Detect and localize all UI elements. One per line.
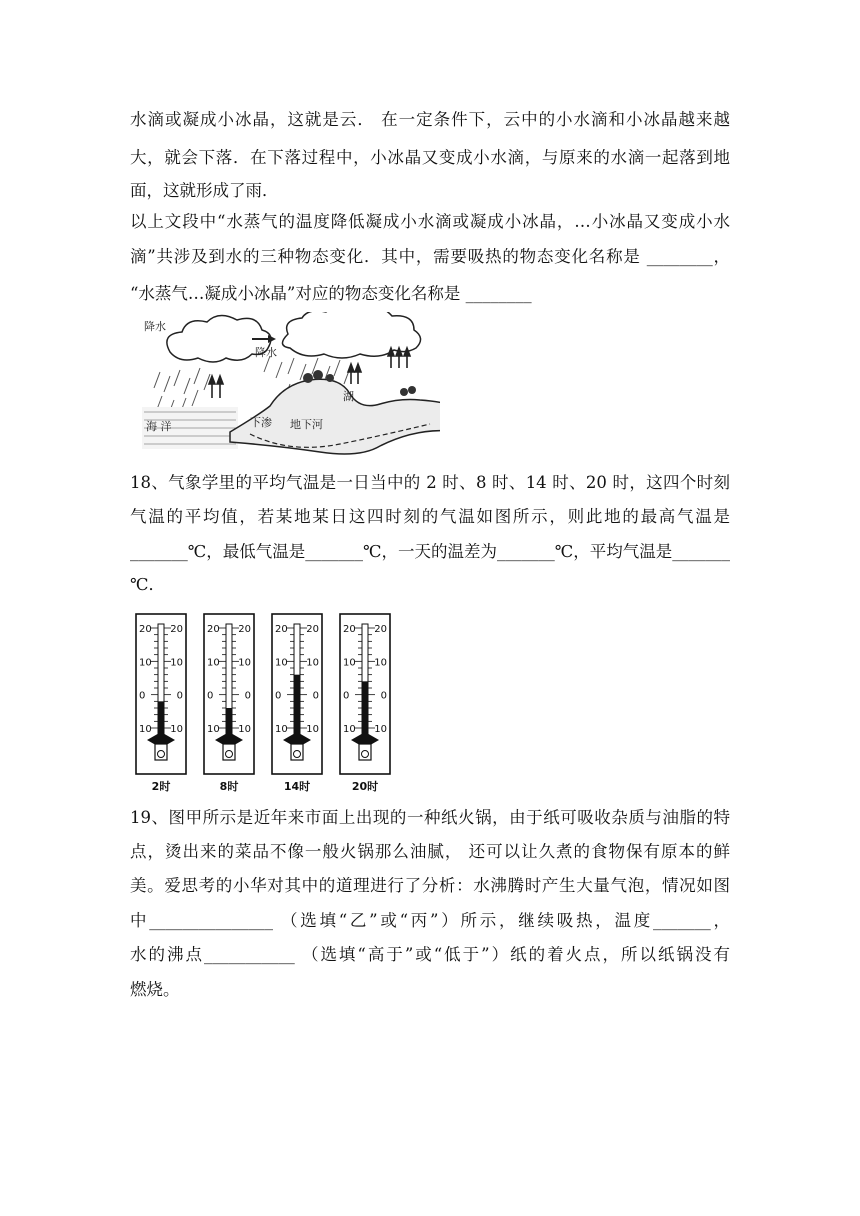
label-rain-left: 降水: [144, 320, 166, 333]
scale-label: 10: [238, 657, 251, 669]
label-ocean: 海 洋: [146, 420, 172, 433]
scale-label: 10: [139, 724, 152, 735]
thermometer-1: [136, 614, 186, 793]
q18-line-4: ℃．: [130, 575, 165, 594]
water-cycle-figure: [140, 312, 440, 457]
mercury-column: [226, 708, 232, 736]
scale-label: 0: [244, 690, 251, 702]
scale-label: 10: [343, 657, 356, 669]
q19-line-3: 美。爱思考的小华对其中的道理进行了分析：水沸腾时产生大量气泡，情况如图: [130, 876, 730, 895]
scale-label: 20: [374, 624, 387, 635]
q19-line-4: 中_______________ （选填“乙”或“丙”）所示，继续吸热，温度_______，: [130, 911, 730, 930]
scale-label: 0: [312, 690, 319, 702]
scale-label: 0: [275, 690, 282, 702]
label-rain-right: 降水: [255, 346, 277, 359]
scale-label: 10: [170, 724, 183, 735]
q19-line-6: 燃烧。: [130, 980, 180, 999]
scale-label: 20: [139, 624, 152, 635]
scale-label: 20: [207, 624, 220, 635]
scale-label: 10: [306, 724, 319, 735]
q17-line-1: 水滴或凝成小冰晶，这就是云． 在一定条件下，云中的小水滴和小冰晶越来越: [130, 110, 730, 129]
q17-line-2: 大，就会下落．在下落过程中，小冰晶又变成小水滴，与原来的水滴一起落到地: [130, 148, 730, 167]
mercury-column: [294, 675, 300, 736]
thermometer-2: [204, 614, 254, 793]
thermometer-time-label: 2时: [151, 780, 171, 793]
bulb-icon: [362, 751, 369, 758]
scale-label: 0: [343, 690, 350, 702]
mercury-column: [158, 701, 164, 736]
q18-line-1: 18、气象学里的平均气温是一日当中的 2 时、8 时、14 时、20 时，这四个时刻: [130, 473, 730, 492]
scale-label: 0: [380, 690, 387, 702]
thermometer-3: [272, 614, 322, 793]
q17-line-6: “水蒸气…凝成小冰晶”对应的物态变化名称是 ________: [130, 284, 532, 303]
q18-line-2: 气温的平均值，若某地某日这四时刻的气温如图所示，则此地的最高气温是: [130, 507, 730, 526]
scale-label: 10: [374, 657, 387, 669]
scale-label: 10: [374, 724, 387, 735]
scale-label: 10: [343, 724, 356, 735]
bulb-icon: [294, 751, 301, 758]
label-lake: 湖: [343, 390, 354, 403]
thermometer-time-label: 20时: [351, 780, 379, 793]
scale-label: 0: [176, 690, 183, 702]
label-underground-river: 地下河: [290, 418, 323, 431]
thermometers-figure: [130, 610, 400, 794]
q17-line-3: 面，这就形成了雨．: [130, 181, 279, 200]
scale-label: 10: [207, 724, 220, 735]
scale-label: 10: [275, 657, 288, 669]
thermometer-time-label: 14时: [283, 780, 311, 793]
thermometer-time-label: 8时: [219, 780, 239, 793]
bulb-icon: [158, 751, 165, 758]
scale-label: 20: [306, 624, 319, 635]
scale-label: 0: [207, 690, 214, 702]
scale-label: 0: [139, 690, 146, 702]
bulb-icon: [226, 751, 233, 758]
thermometer-4: [340, 614, 390, 793]
q17-line-4: 以上文段中“水蒸气的温度降低凝成小水滴或凝成小冰晶，…小冰晶又变成小水: [130, 212, 730, 231]
scale-label: 10: [275, 724, 288, 735]
q18-line-3: _______℃，最低气温是_______℃，一天的温差为_______℃，平均气温是_______: [130, 542, 730, 561]
q19-line-2: 点，烫出来的菜品不像一般火锅那么油腻， 还可以让久煮的食物保有原本的鲜: [130, 842, 730, 861]
mercury-column: [362, 681, 368, 736]
scale-label: 20: [238, 624, 251, 635]
scale-label: 10: [170, 657, 183, 669]
q19-line-1: 19、图甲所示是近年来市面上出现的一种纸火锅，由于纸可吸收杂质与油脂的特: [130, 808, 730, 827]
scale-label: 20: [275, 624, 288, 635]
scale-label: 10: [306, 657, 319, 669]
scale-label: 10: [207, 657, 220, 669]
q17-line-5: 滴”共涉及到水的三种物态变化．其中，需要吸热的物态变化名称是 ________，: [130, 247, 730, 266]
label-seepage: 下渗: [250, 416, 272, 429]
scale-label: 20: [170, 624, 183, 635]
scale-label: 10: [139, 657, 152, 669]
q19-line-5: 水的沸点___________ （选填“高于”或“低于”）纸的着火点，所以纸锅没有: [130, 945, 730, 964]
scale-label: 10: [238, 724, 251, 735]
scale-label: 20: [343, 624, 356, 635]
